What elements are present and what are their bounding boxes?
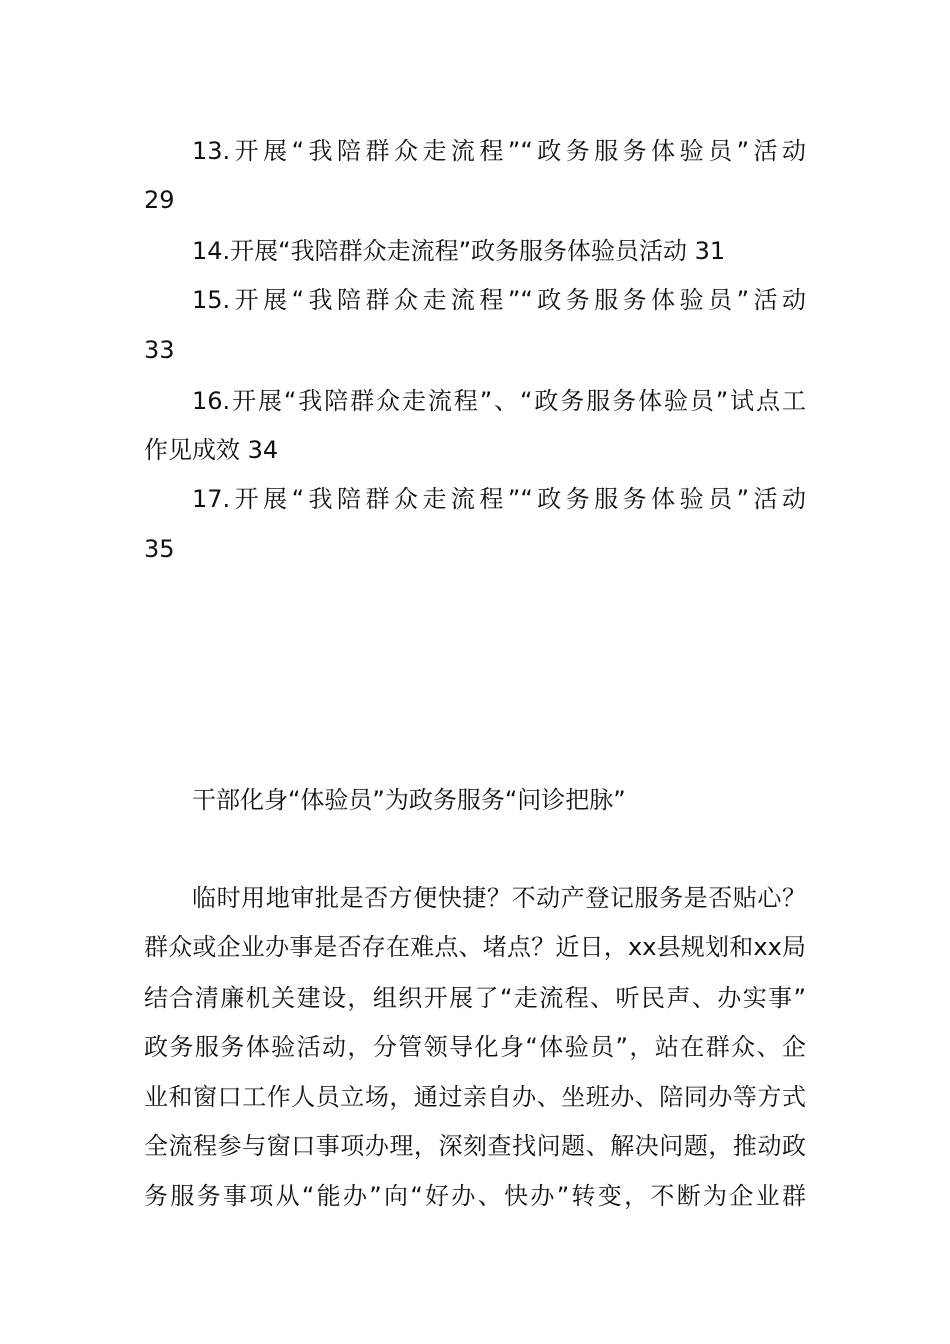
toc-entry-16-page: 作见成效 34 bbox=[144, 436, 279, 464]
article-body-line: 政务服务体验活动，分管领导化身“体验员”，站在群众、企 bbox=[144, 1033, 806, 1061]
toc-entry-13-page: 29 bbox=[144, 186, 175, 214]
article-body-line: 群众或企业办事是否存在难点、堵点？近日，xx县规划和xx局 bbox=[144, 933, 806, 961]
article-body-line: 结合清廉机关建设，组织开展了“走流程、听民声、办实事” bbox=[144, 984, 806, 1012]
toc-entry-13[interactable]: 13.开展“我陪群众走流程”“政务服务体验员”活动 bbox=[192, 137, 806, 165]
toc-entry-16[interactable]: 16.开展“我陪群众走流程”、“政务服务体验员”试点工 bbox=[192, 387, 806, 415]
article-body-line: 临时用地审批是否方便快捷？不动产登记服务是否贴心？ bbox=[192, 884, 806, 912]
article-body-line: 全流程参与窗口事项办理，深刻查找问题、解决问题，推动政 bbox=[144, 1132, 806, 1160]
article-title: 干部化身“体验员”为政务服务“问诊把脉” bbox=[192, 786, 626, 814]
toc-entry-17[interactable]: 17.开展“我陪群众走流程”“政务服务体验员”活动 bbox=[192, 485, 806, 513]
toc-entry-15-page: 33 bbox=[144, 336, 175, 364]
toc-entry-15[interactable]: 15.开展“我陪群众走流程”“政务服务体验员”活动 bbox=[192, 286, 806, 314]
article-body-line: 务服务事项从“能办”向“好办、快办”转变，不断为企业群 bbox=[144, 1182, 806, 1210]
article-body-line: 业和窗口工作人员立场，通过亲自办、坐班办、陪同办等方式 bbox=[144, 1083, 806, 1111]
toc-entry-14[interactable]: 14.开展“我陪群众走流程”政务服务体验员活动 31 bbox=[192, 237, 726, 265]
toc-entry-17-page: 35 bbox=[144, 535, 175, 563]
